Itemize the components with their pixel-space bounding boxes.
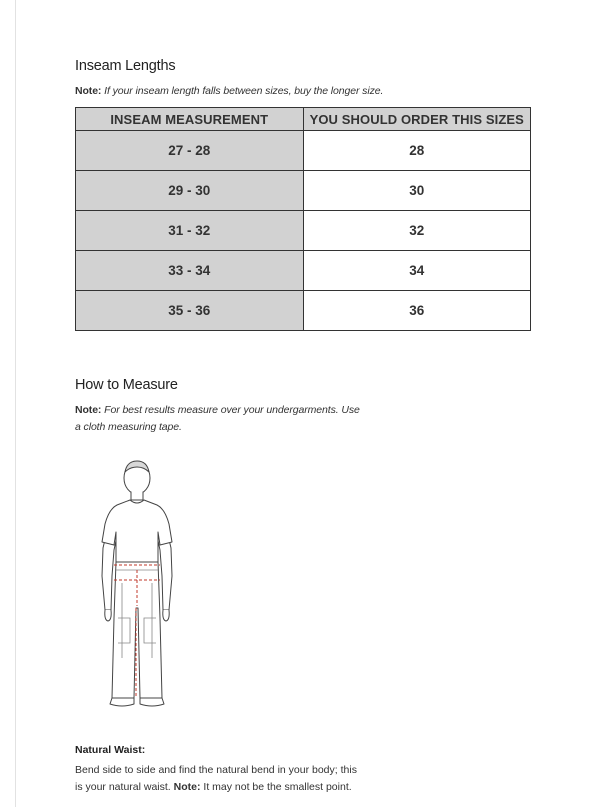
table-row [76, 171, 531, 211]
natural-waist-text [75, 762, 405, 796]
natural-waist-line2-end: It may not be the smallest point. [203, 781, 352, 793]
table-row [76, 251, 531, 291]
inseam-note-label: Note: [75, 85, 102, 97]
inseam-heading: Inseam Lengths [75, 58, 176, 74]
column-header-inseam: INSEAM MEASUREMENT [76, 108, 304, 131]
order-size-cell: 28 [303, 131, 531, 171]
person-figure-icon [92, 458, 182, 713]
natural-waist-line2-start: is your natural waist. [75, 781, 171, 793]
inseam-range-cell: 27 - 28 [76, 131, 304, 171]
measure-note-line2: a cloth measuring tape. [75, 421, 182, 433]
inseam-size-table [75, 107, 531, 331]
natural-waist-note-label: Note: [173, 781, 201, 793]
natural-waist-heading: Natural Waist: [75, 744, 146, 756]
person-measurement-illustration [92, 458, 182, 713]
measure-note-label: Note: [75, 404, 102, 416]
inseam-range-cell: 35 - 36 [76, 291, 304, 331]
measure-heading: How to Measure [75, 377, 178, 393]
measure-note-line1: For best results measure over your undergarments. Use [104, 404, 360, 416]
page-left-rule [15, 0, 16, 807]
order-size-cell: 32 [303, 211, 531, 251]
inseam-range-cell: 29 - 30 [76, 171, 304, 211]
column-header-order-size: YOU SHOULD ORDER THIS SIZES [303, 108, 531, 131]
table-header-row [76, 108, 531, 131]
natural-waist-line1: Bend side to side and find the natural bend in your body; this [75, 764, 357, 776]
inseam-note [75, 83, 383, 100]
order-size-cell: 30 [303, 171, 531, 211]
table-row [76, 211, 531, 251]
table-row [76, 131, 531, 171]
inseam-range-cell: 31 - 32 [76, 211, 304, 251]
table-row [76, 291, 531, 331]
inseam-range-cell: 33 - 34 [76, 251, 304, 291]
measure-note [75, 402, 360, 436]
order-size-cell: 34 [303, 251, 531, 291]
order-size-cell: 36 [303, 291, 531, 331]
inseam-note-text: If your inseam length falls between sizes, buy the longer size. [104, 85, 384, 97]
